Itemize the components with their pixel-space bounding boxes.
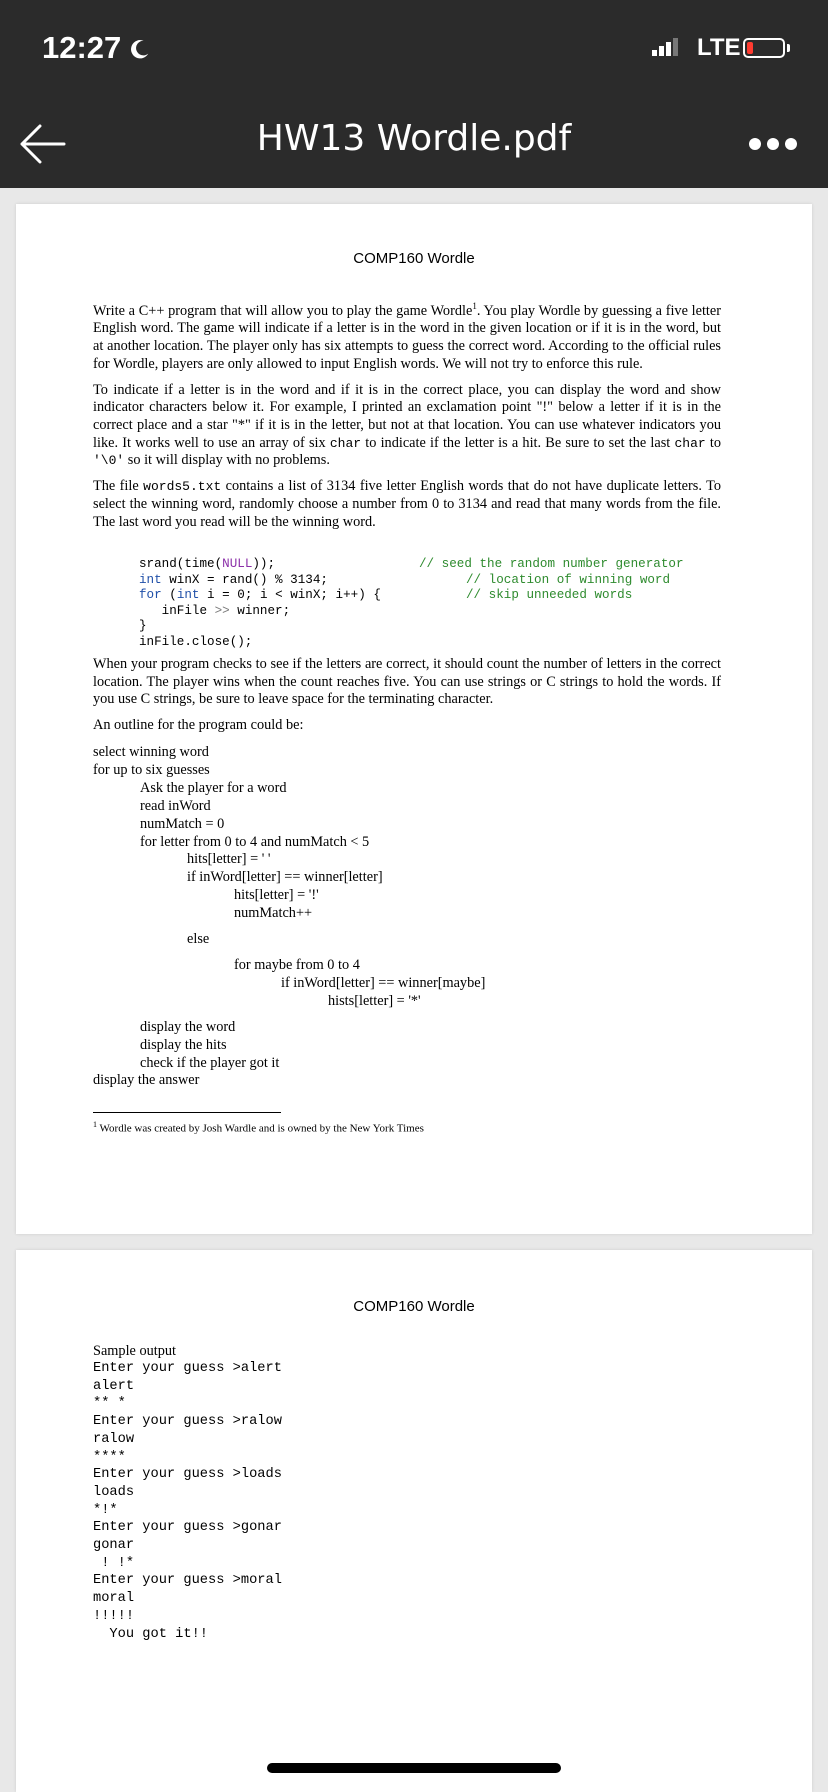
- code-line: }: [139, 619, 147, 633]
- terminal-line: ! !*: [93, 1555, 135, 1571]
- nav-bar: [0, 100, 828, 188]
- terminal-line: alert: [93, 1378, 135, 1394]
- battery-tip: [787, 44, 790, 52]
- paragraph-intro: Write a C++ program that will allow you to play the game Wordle$^1$. You play Wordle by guessing a five letter English word. The game will indicate if a letter is in the word in the given location or if it is in the word, but at another location. The player only has six attempts to guess the correct word. According to the official rules for Wordle, players are only allowed to input English words. We will not try to enforce this rule.: [93, 301, 721, 372]
- outline-line: display the word: [140, 1018, 236, 1035]
- outline-line: for up to six guesses: [93, 761, 210, 778]
- battery-icon: [743, 38, 785, 58]
- sample-output-title: Sample output: [93, 1343, 176, 1359]
- footnote-divider: [93, 1112, 281, 1113]
- terminal-line: You got it!!: [93, 1626, 208, 1642]
- outline-line: numMatch = 0: [140, 815, 225, 832]
- page1-body-text: [93, 298, 721, 539]
- outline-line: read inWord: [140, 797, 211, 814]
- paragraph-words-file: The file words5.txt contains a list of 3134 five letter English words that do not have duplicate letters. To select the winning word, randomly choose a number from 0 to 3134 and read that many words from the file. The last word you read will be the winning word.: [93, 478, 721, 530]
- status-bar: [0, 0, 828, 100]
- sample-output: [93, 1343, 282, 1643]
- outline-line: hits[letter] = '!': [234, 887, 319, 904]
- code-line: srand(time(NULL)); // seed the random number generator: [139, 557, 684, 571]
- outline-line: for letter from 0 to 4 and numMatch < 5: [140, 833, 370, 850]
- outline-line: hists[letter] = '*': [328, 992, 421, 1009]
- terminal-line: Enter your guess >moral: [93, 1573, 282, 1589]
- terminal-line: gonar: [93, 1538, 135, 1554]
- outline-line: else: [187, 931, 210, 948]
- code-line: for (int i = 0; i < winX; i++) { // skip unneeded words: [139, 588, 633, 602]
- terminal-line: ralow: [93, 1431, 135, 1447]
- page-header: COMP160 Wordle: [353, 250, 475, 267]
- paragraph-check: When your program checks to see if the letters are correct, it should count the number of letters in the correct location. The player wins when the count reaches five. You can use strings or C strings to hold the words. If you use C strings, be sure to leave space for the terminating character.: [93, 656, 721, 708]
- outline-line: display the hits: [140, 1036, 227, 1053]
- terminal-line: ****: [93, 1449, 126, 1465]
- document-title: HW13 Wordle.pdf: [256, 118, 572, 159]
- ellipsis-icon[interactable]: [745, 120, 801, 168]
- terminal-line: moral: [93, 1591, 135, 1607]
- terminal-line: ** *: [93, 1396, 126, 1412]
- terminal-line: *!*: [93, 1502, 118, 1518]
- footnote: $^1$ Wordle was created by Josh Wardle and is owned by the New York Times: [93, 1120, 424, 1135]
- program-outline: [93, 744, 593, 1090]
- terminal-line: Enter your guess >loads: [93, 1467, 282, 1483]
- outline-line: display the answer: [93, 1072, 200, 1089]
- code-snippet: [139, 557, 739, 650]
- status-time: 12:27: [42, 30, 151, 66]
- moon-icon: [129, 38, 151, 60]
- code-line: inFile.close();: [139, 634, 253, 649]
- outline-line: hits[letter] = ' ': [187, 851, 271, 868]
- outline-line: numMatch++: [234, 905, 313, 922]
- code-line: inFile >> winner;: [139, 603, 291, 618]
- outline-line: check if the player got it: [140, 1054, 280, 1071]
- page-header: COMP160 Wordle: [353, 1298, 475, 1315]
- outline-line: if inWord[letter] == winner[letter]: [187, 869, 383, 886]
- outline-line: select winning word: [93, 744, 209, 760]
- terminal-line: Enter your guess >ralow: [93, 1414, 282, 1430]
- paragraph-outline-intro: An outline for the program could be:: [93, 717, 304, 734]
- outline-line: if inWord[letter] == winner[maybe]: [281, 974, 486, 991]
- terminal-line: Enter your guess >alert: [93, 1361, 282, 1376]
- network-type: LTE: [697, 34, 741, 61]
- code-line: int winX = rand() % 3134; // location of winning word: [139, 572, 671, 587]
- page1-body-text-2: [93, 656, 721, 743]
- terminal-line: Enter your guess >gonar: [93, 1520, 282, 1536]
- signal-icon: [652, 38, 680, 56]
- paragraph-indicators: To indicate if a letter is in the word and if it is in the correct place, you can display the word and show indicator characters below it. For example, I printed an exclamation point "!" below a letter if it is in the correct place and a star "*" if it is in the letter, but not at that location. You can use whatever indicators you like. It works well to use an array of six char to indicate if the letter is a hit. Be sure to set the last char to '\0' so it will display with no problems.: [93, 381, 721, 469]
- terminal-line: loads: [93, 1484, 135, 1500]
- outline-line: Ask the player for a word: [140, 779, 287, 796]
- outline-line: for maybe from 0 to 4: [234, 956, 360, 973]
- home-indicator[interactable]: [267, 1763, 561, 1773]
- terminal-line: !!!!!: [93, 1608, 135, 1624]
